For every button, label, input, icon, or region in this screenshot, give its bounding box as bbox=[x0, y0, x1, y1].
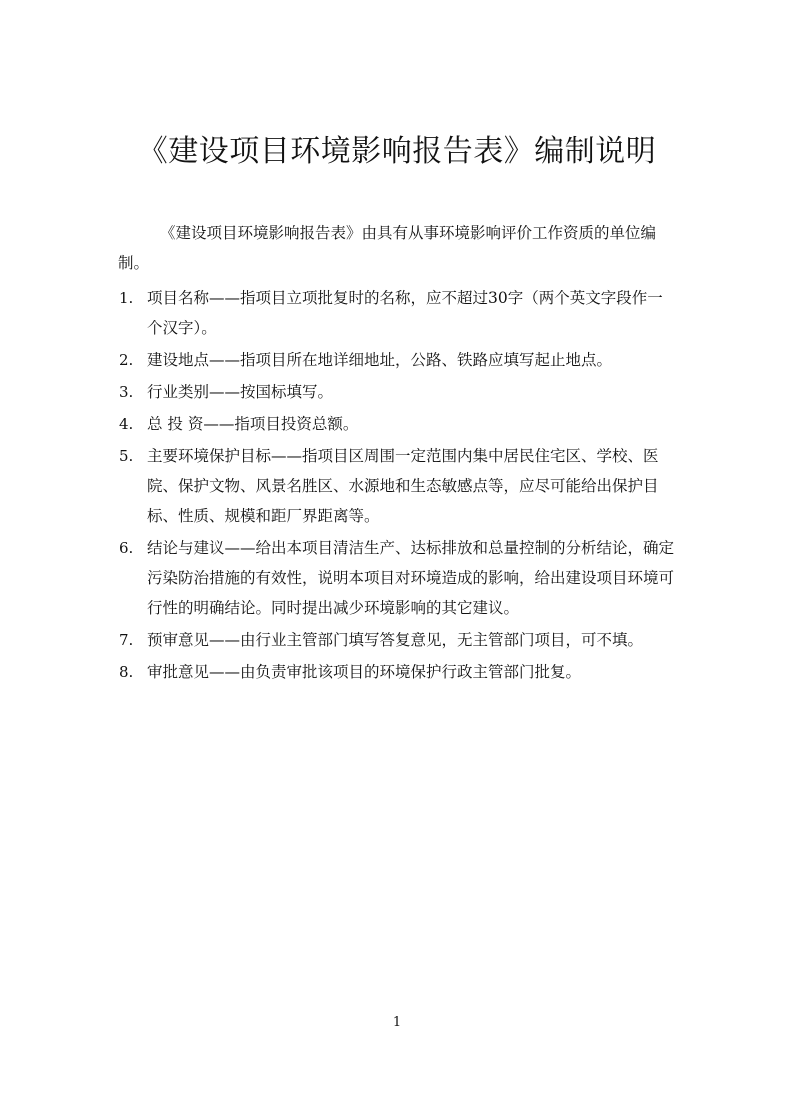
item-number: 8. bbox=[119, 663, 134, 681]
item-text: 审批意见——由负责审批该项目的环境保护行政主管部门批复。 bbox=[147, 663, 582, 681]
item-text: 结论与建议——给出本项目清洁生产、达标排放和总量控制的分析结论，确定污染防治措施的有效性，说明本项目对环境造成的影响，给出建设项目环境可行性的明确结论。同时提出减少环境影响的其它建议。 bbox=[147, 539, 675, 617]
instruction-list bbox=[118, 283, 678, 689]
list-item bbox=[118, 441, 678, 531]
list-item bbox=[118, 283, 678, 343]
item-number: 3. bbox=[119, 383, 134, 401]
item-number: 1. bbox=[119, 289, 134, 307]
item-number: 4. bbox=[119, 415, 134, 433]
list-item bbox=[118, 533, 678, 623]
list-item bbox=[118, 377, 678, 407]
item-number: 5. bbox=[119, 447, 134, 465]
item-text: 建设地点——指项目所在地详细地址，公路、铁路应填写起止地点。 bbox=[147, 351, 613, 369]
item-number: 7. bbox=[119, 631, 134, 649]
item-text: 预审意见——由行业主管部门填写答复意见，无主管部门项目，可不填。 bbox=[147, 631, 644, 649]
list-item bbox=[118, 657, 678, 687]
page-title: 《建设项目环境影响报告表》编制说明 bbox=[137, 134, 657, 169]
item-number: 6. bbox=[119, 539, 134, 557]
item-text: 行业类别——按国标填写。 bbox=[147, 383, 334, 401]
item-number: 2. bbox=[119, 351, 134, 369]
item-text: 总 投 资——指项目投资总额。 bbox=[147, 415, 359, 433]
page-number: 1 bbox=[392, 1015, 402, 1030]
item-text: 主要环境保护目标——指项目区周围一定范围内集中居民住宅区、学校、医院、保护文物、风景名胜区、水源地和生态敏感点等，应尽可能给出保护目标、性质、规模和距厂界距离等。 bbox=[147, 447, 659, 525]
list-item bbox=[118, 625, 678, 655]
item-text: 项目名称——指项目立项批复时的名称，应不超过30字（两个英文字段作一个汉字）。 bbox=[147, 289, 663, 337]
list-item bbox=[118, 345, 678, 375]
list-item bbox=[118, 409, 678, 439]
intro-paragraph: 《建设项目环境影响报告表》由具有从事环境影响评价工作资质的单位编制。 bbox=[118, 224, 657, 272]
